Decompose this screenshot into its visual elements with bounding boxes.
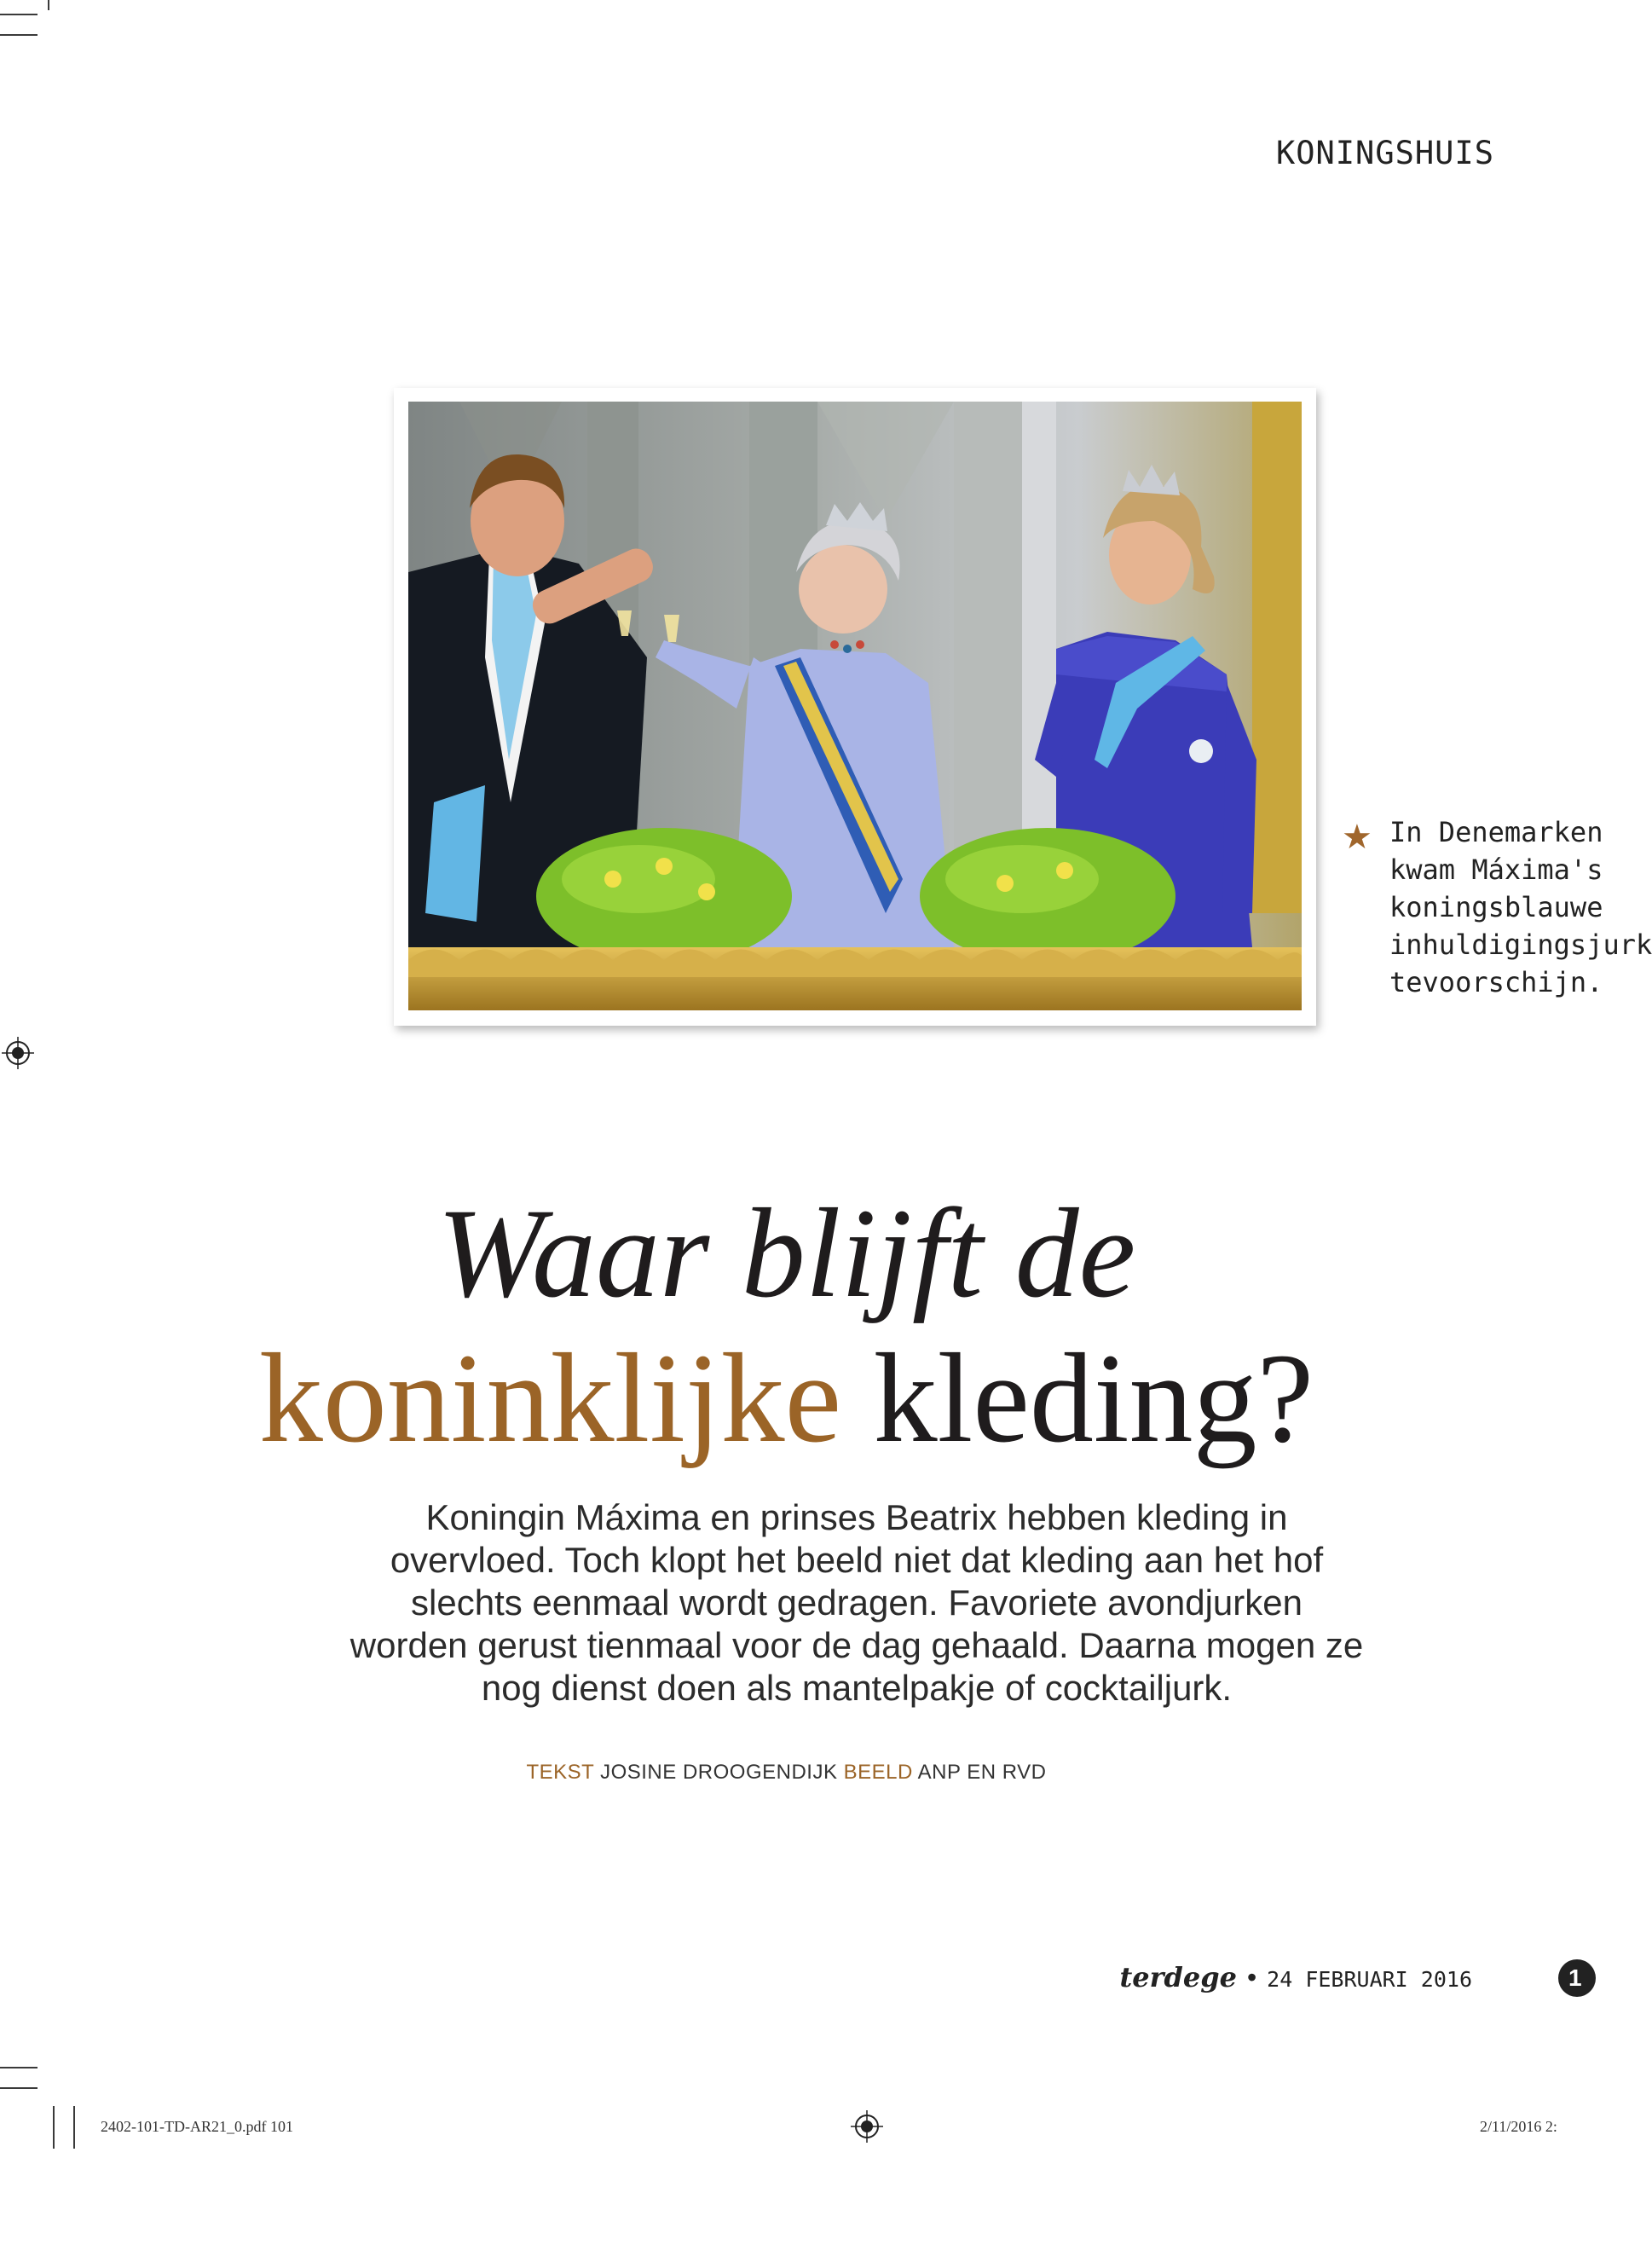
issue-date: 24 FEBRUARI 2016 [1267,1967,1472,1992]
headline-line-2 [0,1326,1573,1471]
page-number-badge: 1 [1558,1959,1596,1997]
section-label: KONINGSHUIS [1275,135,1494,171]
caption-line: kwam Máxima's [1389,853,1603,886]
crop-mark [0,2087,38,2089]
intro-line: slechts eenmaal wordt gedragen. Favoriete avondjurken [411,1582,1303,1623]
photo-caption [1389,813,1652,1001]
credit-photo-label: BEELD [843,1761,913,1784]
article-intro [290,1496,1424,1710]
magazine-logo: terdege [1119,1961,1237,1993]
royal-toast-photo [408,402,1302,1010]
crop-mark [73,2106,75,2149]
article-headline [0,1181,1573,1471]
headline-line-2-rest: kleding? [841,1328,1314,1469]
footer-brand [1120,1961,1473,1993]
crop-mark [0,2067,38,2068]
crop-mark [0,14,38,15]
headline-accent-word: koninklijke [258,1328,842,1469]
intro-line: Koningin Máxima en prinses Beatrix hebben kleding in [425,1497,1288,1537]
credit-text-value: JOSINE DROOGENDIJK [593,1761,844,1784]
crop-mark [48,0,49,10]
intro-line: overvloed. Toch klopt het beeld niet dat kleding aan het hof [390,1540,1324,1580]
footer-separator: • [1246,1962,1257,1993]
caption-line: In Denemarken [1389,816,1603,848]
intro-line: nog dienst doen als mantelpakje of cocktailjurk. [481,1668,1233,1708]
crop-mark [53,2106,55,2149]
credit-photo-value: ANP EN RVD [912,1761,1047,1784]
print-slug-file: 2402-101-TD-AR21_0.pdf 101 [101,2118,293,2135]
registration-mark-icon [2,1037,34,1069]
caption-line: tevoorschijn. [1389,966,1603,998]
print-slug-date: 2/11/2016 2: [1480,2118,1557,2135]
headline-line-1: Waar blijft de [436,1183,1136,1324]
caption-line: inhuldigingsjurk [1389,929,1652,961]
photo-illustration [408,402,1302,1010]
credit-text-label: TEKST [526,1761,594,1784]
article-credits [0,1761,1573,1785]
intro-line: worden gerust tienmaal voor de dag gehaald. Daarna mogen ze [349,1625,1364,1665]
crop-mark [0,34,38,36]
registration-mark-icon [851,2110,883,2143]
caption-line: koningsblauwe [1389,891,1603,923]
star-icon: ★ [1342,819,1372,856]
photo-frame [394,388,1316,1026]
